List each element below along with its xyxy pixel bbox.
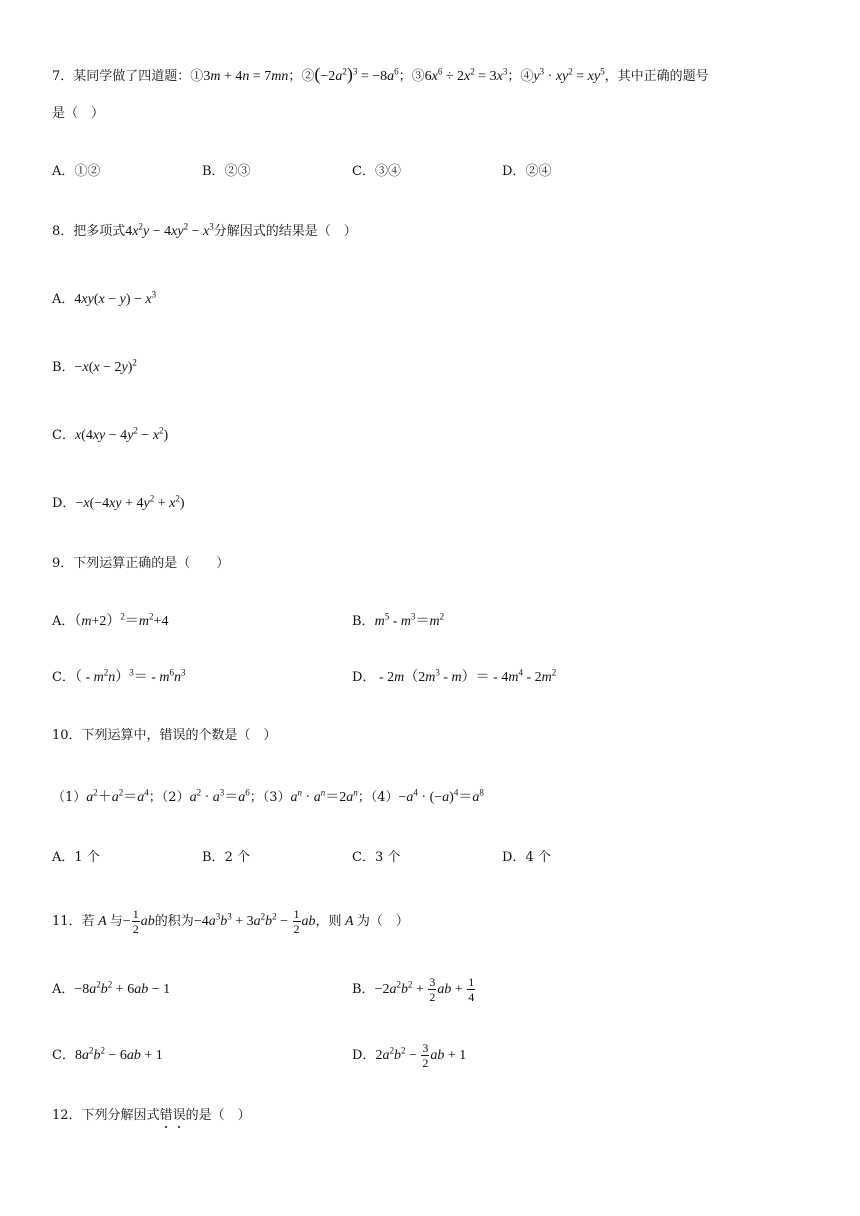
question-number: 7． (52, 69, 74, 84)
math-expression: $2a^2b^2$ − $\frac{3}{2}$ ab + 1 (375, 1041, 467, 1071)
option-c[interactable]: C．$8a^2b^2 - 6ab + 1$ (52, 1045, 163, 1063)
option-d[interactable]: D．$2a^2b^2$ − $\frac{3}{2}$ ab + 1 (352, 1041, 467, 1071)
math-expression: − $\frac{1}{2}$ ab (122, 907, 155, 937)
option-a[interactable]: A．$-8a^2b^2 + 6ab - 1$ (52, 979, 171, 997)
emphasis-char: 错 (159, 1108, 173, 1123)
math-expression: $(m+2)^2=m^2+4$ (74, 611, 169, 629)
question-7-stem-continued: 是（ ） (52, 106, 105, 121)
math-expression: $-a^4 \cdot (-a)^4=a^8$ (398, 787, 484, 805)
option-d[interactable]: D．②④ (502, 164, 552, 179)
question-8-stem: 8．把多项式$4x^2y - 4xy^2 - x^3$分解因式的结果是（ ） (52, 221, 357, 239)
math-expression: 3m + 4n = 7mn (203, 69, 289, 84)
option-b[interactable]: B．2 个 (202, 850, 250, 865)
math-expression: $-x(-4xy + 4y^2 + x^2)$ (75, 493, 185, 511)
question-11-stem: 11．若 A 与− $\frac{1}{2}$ ab的积为$-4a^3b^3 + 3a^2b^2$ − $\frac{1}{2}$ ab，则 A 为（ ） (52, 907, 409, 937)
emphasis-char: 误 (172, 1108, 186, 1123)
option-c[interactable]: C．（ - $m^2n)^3= - m^6n^3$ (52, 667, 186, 685)
question-9-stem: 9．下列运算正确的是（ ） (52, 556, 230, 571)
question-number: 10． (52, 728, 82, 743)
math-expression: $4xy(x - y) - x^3$ (74, 289, 157, 307)
option-d[interactable]: D． - $2m(2m^3 - m)= - 4m^4 - 2m^2$ (352, 667, 557, 685)
option-d[interactable]: D．$-x(-4xy + 4y^2 + x^2)$ (52, 493, 185, 511)
option-b[interactable]: B．$-x(x - 2y)^2$ (52, 357, 137, 375)
math-expression: $a^2 \cdot a^3=a^6$ (189, 787, 250, 805)
math-expression: - $2m(2m^3 - m)= - 4m^4 - 2m^2$ (375, 667, 557, 685)
option-a[interactable]: A．①② (52, 164, 101, 179)
option-b[interactable]: B．②③ (202, 164, 251, 179)
question-number: 8． (52, 224, 74, 239)
math-expression: $y^3 \cdot xy^2 = xy^5$ (533, 66, 605, 84)
math-expression: $(-2a^2)^3 = -8a^6$ (314, 64, 399, 84)
option-b[interactable]: B．$-2a^2b^2$ + $\frac{3}{2}$ ab + $\frac{1}{4}$ (352, 975, 475, 1005)
math-expression: $a^2+a^2=a^4$ (86, 787, 149, 805)
option-a[interactable]: A．$(m+2)^2=m^2+4$ (52, 611, 169, 629)
math-expression: $m^5 - m^3=m^2$ (374, 611, 445, 629)
math-expression: （ - $m^2n)^3= - m^6n^3$ (74, 667, 186, 685)
option-c[interactable]: C．3 个 (352, 850, 401, 865)
question-10-stem: 10．下列运算中，错误的个数是（ ） (52, 728, 277, 743)
math-expression: $-4a^3b^3 + 3a^2b^2$ − $\frac{1}{2}$ ab (193, 907, 316, 937)
math-expression: $6x^6 \div 2x^2 = 3x^3$ (424, 66, 508, 84)
option-b[interactable]: B．$m^5 - m^3=m^2$ (352, 611, 445, 629)
option-a[interactable]: A．$4xy(x - y) - x^3$ (52, 289, 157, 307)
math-expression: $8a^2b^2 - 6ab + 1$ (74, 1045, 163, 1063)
question-number: 11． (52, 914, 82, 929)
math-expression: $x(4xy - 4y^2 - x^2)$ (74, 425, 169, 443)
option-c[interactable]: C．③④ (352, 164, 401, 179)
question-7-stem: 7．某同学做了四道题：①3m + 4n = 7mn；$②(-2a^2)^3 = -8a^6$；$③6x^6 \div 2x^2 = 3x^3$；$④y^3 \cdot xy^2 = xy^5$，其中正确的题号 (52, 64, 709, 84)
question-number: 9． (52, 556, 74, 571)
option-c[interactable]: C．$x(4xy - 4y^2 - x^2)$ (52, 425, 169, 443)
math-expression: $4x^2y - 4xy^2 - x^3$ (125, 221, 214, 239)
math-expression: $-2a^2b^2$ + $\frac{3}{2}$ ab + $\frac{1}{4}$ (374, 975, 475, 1005)
option-d[interactable]: D．4 个 (502, 850, 551, 865)
math-expression: $a^n \cdot a^n=2a^n$ (290, 787, 358, 805)
option-a[interactable]: A．1 个 (52, 850, 100, 865)
question-12-stem: 12．下列分解因式错误的是（ ） (52, 1108, 251, 1123)
question-number: 12． (52, 1108, 82, 1123)
math-expression: $-x(x - 2y)^2$ (74, 357, 137, 375)
math-expression: $-8a^2b^2 + 6ab - 1$ (74, 979, 171, 997)
question-10-items: $(1)a^2+a^2=a^4$；$(2)a^2 \cdot a^3=a^6$；$(3)a^n \cdot a^n=2a^n$；$(4)-a^4 \cdot (-a)^4=a^8$ (52, 787, 484, 805)
